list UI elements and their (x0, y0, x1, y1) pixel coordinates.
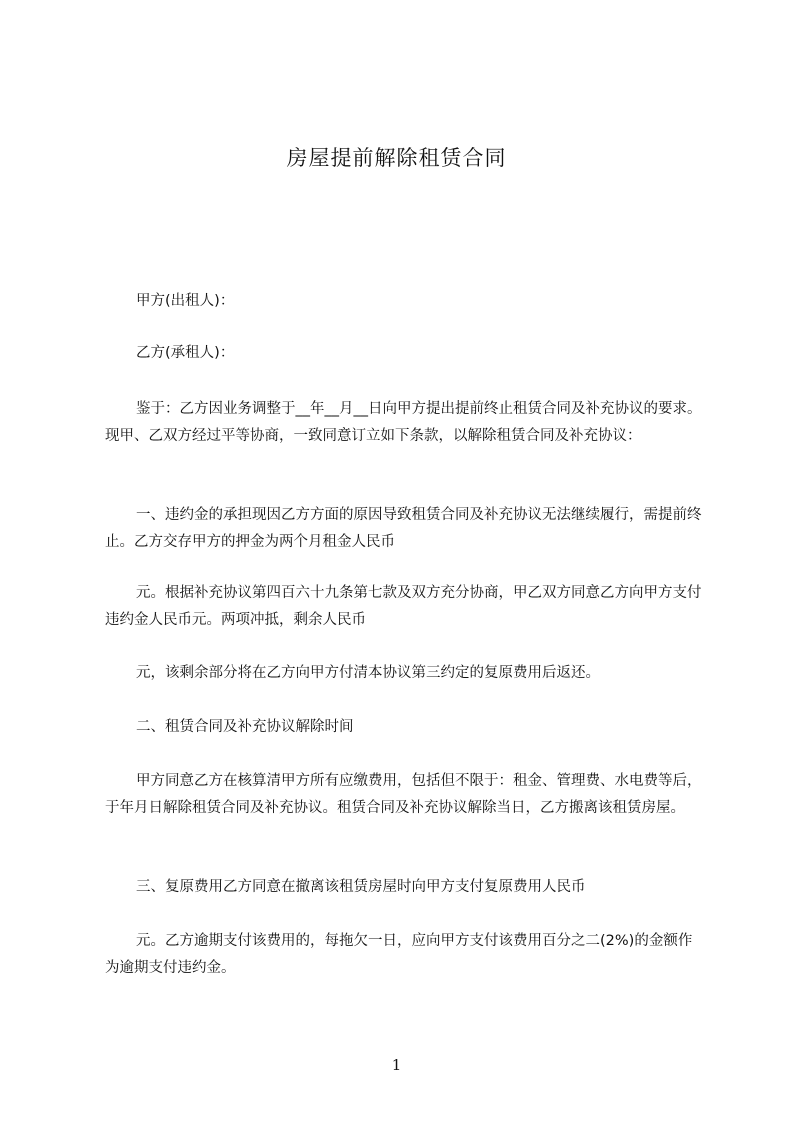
clause-3-continuation: 元。乙方逾期支付该费用的，每拖欠一日，应向甲方支付该费用百分之二(2%)的金额作为逾期支付违约金。 (105, 933, 693, 976)
document-title: 房屋提前解除租赁合同 (286, 146, 507, 170)
preamble-paragraph: 鉴于：乙方因业务调整于__年__月__日向甲方提出提前终止租赁合同及补充协议的要求。现甲、乙双方经过平等协商，一致同意订立如下条款，以解除租赁合同及补充协议： (105, 401, 702, 444)
clause-1-continuation-2: 元，该剩余部分将在乙方向甲方付清本协议第三约定的复原费用后返还。 (136, 665, 600, 681)
clause-2-heading: 二、租赁合同及补充协议解除时间 (136, 719, 354, 735)
clause-3-paragraph: 三、复原费用乙方同意在撤离该租赁房屋时向甲方支付复原费用人民币 (136, 879, 586, 895)
party-b-line: 乙方(承租人)： (136, 345, 235, 361)
page-number: 1 (391, 1056, 402, 1074)
party-a-line: 甲方(出租人)： (136, 293, 235, 309)
clause-2-paragraph: 甲方同意乙方在核算清甲方所有应缴费用，包括但不限于：租金、管理费、水电费等后，于年月日解除租赁合同及补充协议。租赁合同及补充协议解除当日，乙方搬离该租赁房屋。 (105, 773, 702, 816)
clause-1-paragraph: 一、违约金的承担现因乙方方面的原因导致租赁合同及补充协议无法继续履行，需提前终止。乙方交存甲方的押金为两个月租金人民币 (105, 507, 702, 550)
clause-1-continuation-1: 元。根据补充协议第四百六十九条第七款及双方充分协商，甲乙双方同意乙方向甲方支付违约金人民币元。两项冲抵，剩余人民币 (105, 585, 702, 628)
